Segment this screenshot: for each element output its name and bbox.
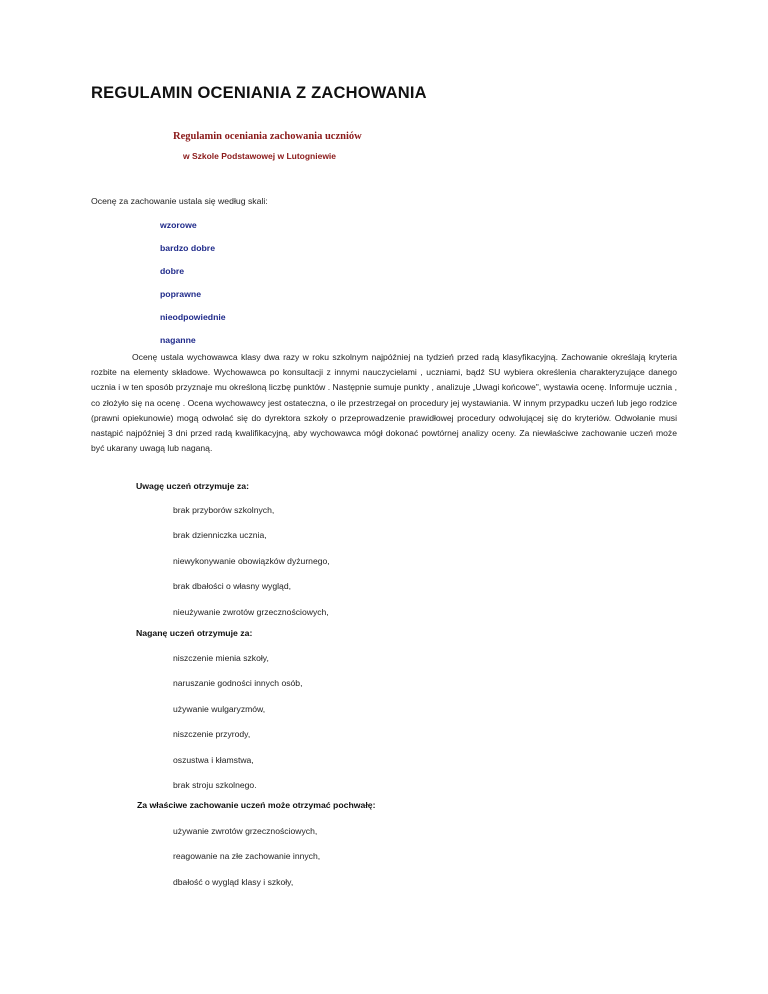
- pochwala-list: [173, 825, 320, 901]
- list-item: brak stroju szkolnego.: [173, 779, 257, 790]
- pochwala-heading: Za właściwe zachowanie uczeń może otrzymać pochwałę:: [137, 800, 376, 810]
- school-name: w Szkole Podstawowej w Lutogniewie: [183, 151, 337, 161]
- list-item: brak przyborów szkolnych,: [173, 505, 275, 515]
- procedure-paragraph: Ocenę ustala wychowawca klasy dwa razy w roku szkolnym najpóźniej na tydzień przed radą klasyfikacyjną. Zachowanie określają kryteria rozbite na elementy składowe. Wychowawca po konsultacji z innymi nauczycielami , uczniami, bądź SU wybiera określenia charakteryzujące danego ucznia i w ten sposób przyznaje mu określoną liczbę punktów . Następnie sumuje punkty , analizuje „Uwagi końcowe", wystawia ocenę. Informuje ucznia , co złożyło się na ocenę . Ocena wychowawcy jest ostateczna, o ile przestrzegał on procedury jej wystawiania. W innym przypadku uczeń lub jego rodzice (prawni opiekunowie) mogą odwołać się do dyrektora szkoły o przeprowadzenie prawidłowej procedury odwołującej się do kryteriów. Odwołanie musi nastąpić najpóźniej 3 dni przed radą kwalifikacyjną, aby wychowawca mógł dokonać powtórnej analizy oceny. Za niewłaściwe zachowanie uczeń może być ukarany uwagą lub naganą.: [91, 352, 677, 454]
- list-item: brak dbałości o własny wygląd,: [173, 581, 291, 592]
- grade-item: poprawne: [160, 289, 202, 299]
- grade-item: dobre: [160, 266, 185, 276]
- uwaga-heading: Uwagę uczeń otrzymuje za:: [136, 481, 249, 491]
- list-item: niszczenie mienia szkoły,: [173, 653, 269, 663]
- list-item: niszczenie przyrody,: [173, 729, 251, 740]
- grade-item: bardzo dobre: [160, 243, 216, 253]
- scale-intro: Ocenę za zachowanie ustala się według skali:: [91, 196, 268, 206]
- grade-item: naganne: [160, 335, 196, 345]
- list-item: oszustwa i kłamstwa,: [173, 754, 254, 765]
- list-item: dbałość o wygląd klasy i szkoły,: [173, 876, 294, 887]
- grade-item: nieodpowiednie: [160, 312, 226, 322]
- list-item: używanie zwrotów grzecznościowych,: [173, 826, 318, 836]
- list-item: niewykonywanie obowiązków dyżurnego,: [173, 555, 330, 566]
- list-item: reagowanie na złe zachowanie innych,: [173, 851, 321, 862]
- nagana-heading: Naganę uczeń otrzymuje za:: [136, 628, 253, 638]
- nagana-list: [173, 652, 302, 804]
- list-item: naruszanie godności innych osób,: [173, 678, 303, 689]
- list-item: nieużywanie zwrotów grzecznościowych,: [173, 606, 329, 617]
- list-item: brak dzienniczka ucznia,: [173, 530, 267, 541]
- document-title: REGULAMIN OCENIANIA Z ZACHOWANIA: [91, 84, 427, 102]
- list-item: używanie wulgaryzmów,: [173, 703, 266, 714]
- uwaga-list: [173, 504, 330, 631]
- grade-item: wzorowe: [160, 220, 197, 230]
- document-subtitle: Regulamin oceniania zachowania uczniów: [173, 131, 362, 142]
- grade-list: [160, 219, 226, 357]
